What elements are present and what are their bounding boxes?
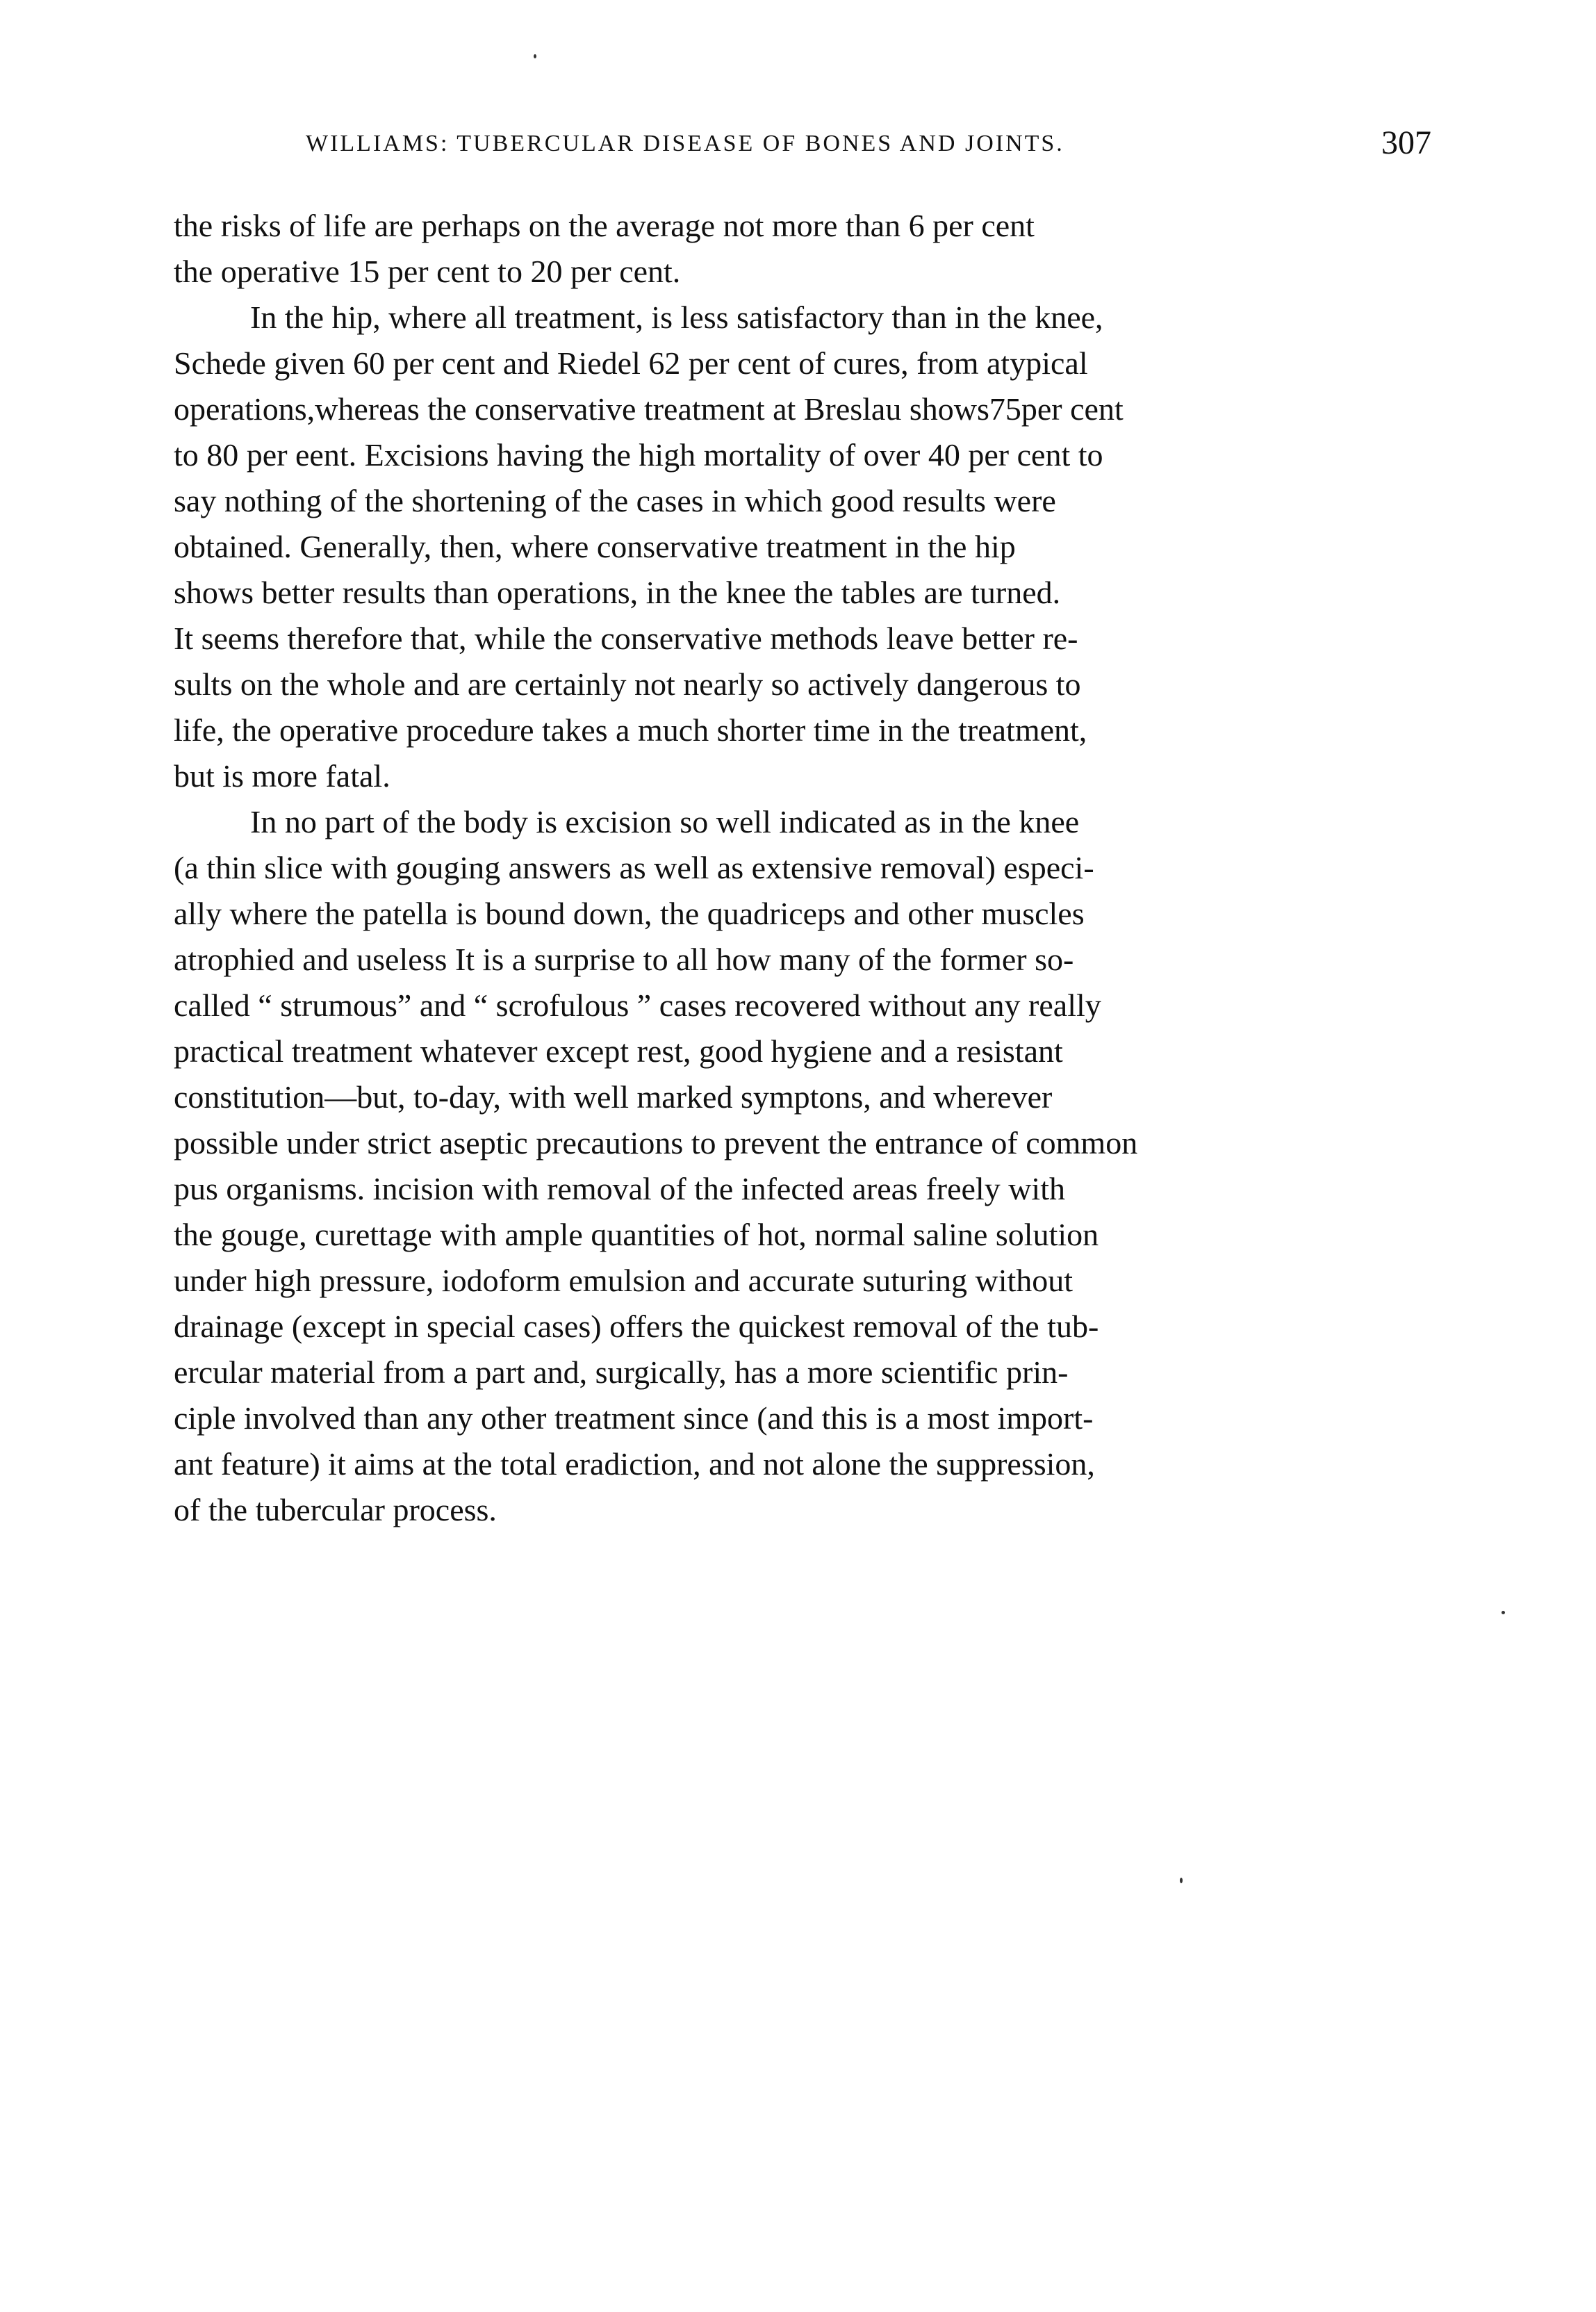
text-line: pus organisms. incision with removal of the infected areas freely with: [174, 1171, 1065, 1206]
text-line: called “ strumous” and “ scrofulous ” cases recovered without any really: [174, 987, 1101, 1023]
text-line: ercular material from a part and, surgically, has a more scientific prin-: [174, 1354, 1069, 1390]
text-line: obtained. Generally, then, where conservative treatment in the hip: [174, 529, 1016, 564]
text-line: ciple involved than any other treatment since (and this is a most import-: [174, 1400, 1094, 1436]
text-line: of the tubercular process.: [174, 1492, 497, 1527]
text-line: life, the operative procedure takes a much shorter time in the treatment,: [174, 712, 1087, 748]
paragraph-start-line: In the hip, where all treatment, is less satisfactory than in the knee,: [250, 300, 1103, 335]
running-head: WILLIAMS: TUBERCULAR DISEASE OF BONES AND JOINTS.: [306, 131, 1064, 156]
text-line: under high pressure, iodoform emulsion and accurate suturing without: [174, 1263, 1073, 1298]
text-line: atrophied and useless It is a surprise to all how many of the former so-: [174, 942, 1074, 977]
text-line: constitution—but, to-day, with well marked symptons, and wherever: [174, 1079, 1053, 1115]
text-line: It seems therefore that, while the conservative methods leave better re-: [174, 621, 1078, 656]
text-line: but is more fatal.: [174, 758, 390, 794]
text-line: ant feature) it aims at the total eradiction, and not alone the suppression,: [174, 1446, 1095, 1482]
text-line: drainage (except in special cases) offers the quickest removal of the tub-: [174, 1309, 1099, 1344]
text-line: operations,whereas the conservative treatment at Breslau shows75per cent: [174, 391, 1124, 427]
text-line: ally where the patella is bound down, the quadriceps and other muscles: [174, 896, 1085, 931]
text-line: the operative 15 per cent to 20 per cent.: [174, 254, 681, 289]
text-line: to 80 per eent. Excisions having the high mortality of over 40 per cent to: [174, 437, 1103, 473]
text-line: the gouge, curettage with ample quantities of hot, normal saline solution: [174, 1217, 1099, 1252]
scan-speck: [1180, 1878, 1183, 1883]
page-header: [306, 124, 1431, 179]
text-line: Schede given 60 per cent and Riedel 62 per cent of cures, from atypical: [174, 345, 1088, 381]
paragraph-start-line: In no part of the body is excision so well indicated as in the knee: [250, 804, 1080, 839]
text-line: possible under strict aseptic precautions to prevent the entrance of common: [174, 1125, 1138, 1161]
text-line: say nothing of the shortening of the cases in which good results were: [174, 483, 1056, 518]
body-text: [174, 203, 1438, 1533]
text-line: sults on the whole and are certainly not nearly so actively dangerous to: [174, 666, 1081, 702]
text-line: (a thin slice with gouging answers as well as extensive removal) especi-: [174, 850, 1094, 885]
page-number: 307: [1381, 124, 1431, 161]
scan-speck: [1502, 1611, 1505, 1614]
text-line: practical treatment whatever except rest, good hygiene and a resistant: [174, 1033, 1063, 1069]
text-line: the risks of life are perhaps on the average not more than 6 per cent: [174, 208, 1035, 243]
scan-speck: [534, 54, 536, 58]
text-line: shows better results than operations, in the knee the tables are turned.: [174, 575, 1061, 610]
